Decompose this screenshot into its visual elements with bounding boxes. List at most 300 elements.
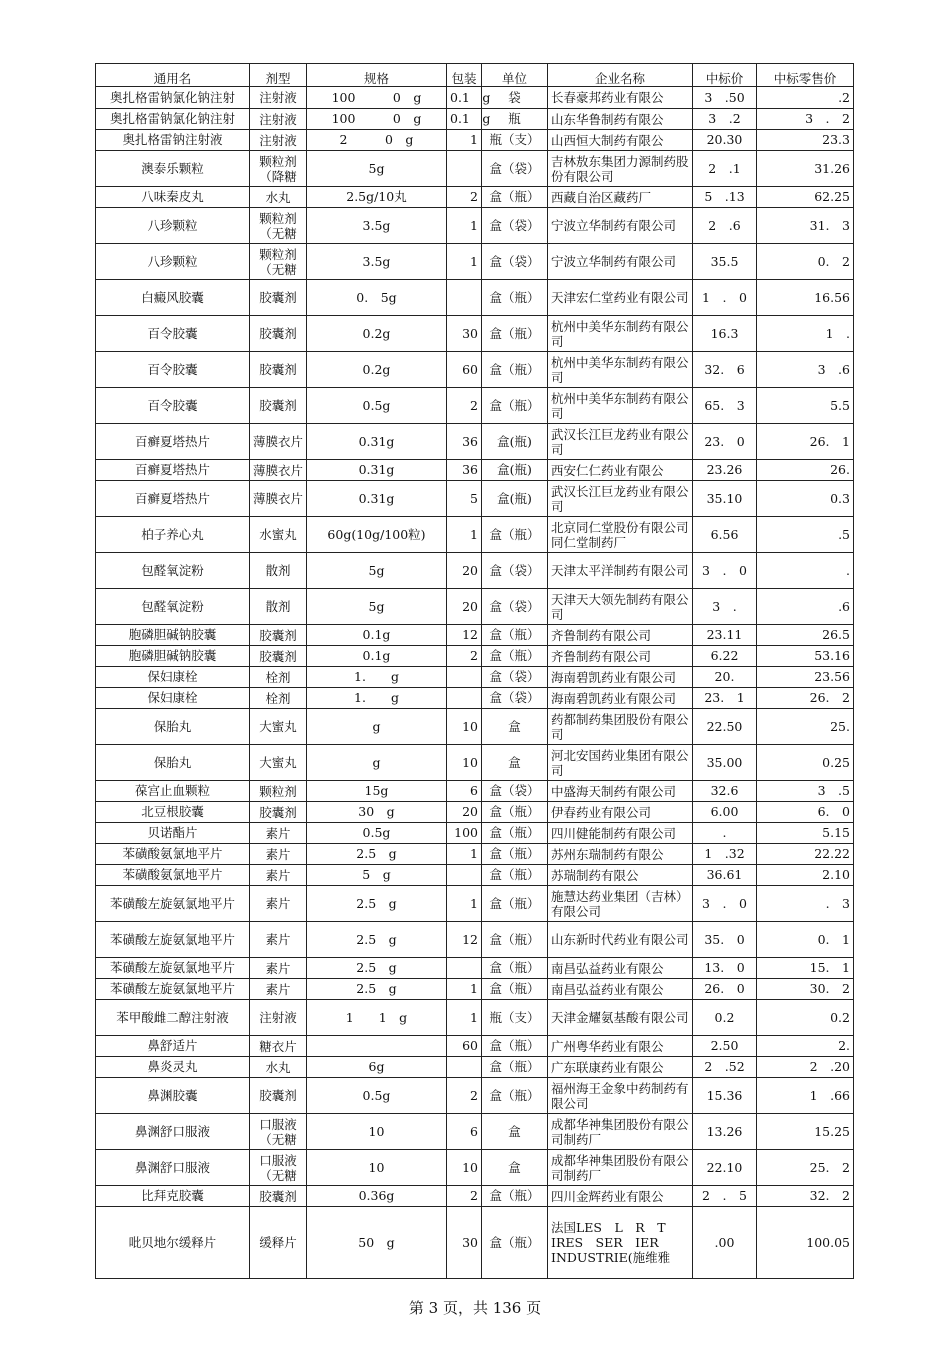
table-row xyxy=(96,625,854,646)
cell-generic-name: 百令胶囊 xyxy=(96,352,250,388)
cell-unit: 盒（瓶） xyxy=(482,1078,548,1114)
cell-retail-price: 15. 1 xyxy=(757,958,854,979)
cell-dosage-form: 胶囊剂 xyxy=(250,316,307,352)
cell-bid-price: 2 .52 xyxy=(693,1057,757,1078)
cell-package: 0.1 g xyxy=(447,109,482,130)
cell-unit: 盒（瓶） xyxy=(482,1207,548,1279)
cell-package: 2 xyxy=(447,187,482,208)
header-specification: 规格 xyxy=(307,64,447,87)
cell-generic-name: 鼻渊舒口服液 xyxy=(96,1114,250,1150)
cell-company: 宁波立华制药有限公司 xyxy=(548,208,693,244)
table-row xyxy=(96,130,854,151)
cell-retail-price: 26. xyxy=(757,460,854,481)
table-row xyxy=(96,1000,854,1036)
table-row xyxy=(96,688,854,709)
table-header-row xyxy=(96,64,854,87)
cell-dosage-form: 胶囊剂 xyxy=(250,388,307,424)
cell-unit: 盒 xyxy=(482,1150,548,1186)
table-row xyxy=(96,460,854,481)
cell-bid-price: 35.10 xyxy=(693,481,757,517)
cell-generic-name: 奥扎格雷钠氯化钠注射 xyxy=(96,109,250,130)
cell-dosage-form: 注射液 xyxy=(250,87,307,109)
cell-package: 30 xyxy=(447,1207,482,1279)
cell-unit: 盒（袋） xyxy=(482,151,548,187)
cell-dosage-form: 注射液 xyxy=(250,130,307,151)
cell-package: 60 xyxy=(447,1036,482,1057)
cell-company: 北京同仁堂股份有限公司同仁堂制药厂 xyxy=(548,517,693,553)
cell-company: 苏州东瑞制药有限公 xyxy=(548,844,693,865)
cell-company: 西安仁仁药业有限公 xyxy=(548,460,693,481)
cell-retail-price: 31.26 xyxy=(757,151,854,187)
cell-package: 2 xyxy=(447,1186,482,1207)
cell-unit: 盒（瓶） xyxy=(482,1057,548,1078)
cell-package xyxy=(447,1057,482,1078)
cell-dosage-form: 水丸 xyxy=(250,187,307,208)
cell-retail-price: 16.56 xyxy=(757,280,854,316)
cell-dosage-form: 大蜜丸 xyxy=(250,709,307,745)
cell-retail-price: 0.25 xyxy=(757,745,854,781)
cell-retail-price: .2 xyxy=(757,87,854,109)
cell-specification xyxy=(307,1036,447,1057)
cell-retail-price: 3 . 2 xyxy=(757,109,854,130)
cell-specification: 2.5 g xyxy=(307,958,447,979)
cell-retail-price: 26. 1 xyxy=(757,424,854,460)
cell-unit: 盒（瓶） xyxy=(482,979,548,1000)
cell-specification: 0.5g xyxy=(307,823,447,844)
cell-dosage-form: 素片 xyxy=(250,823,307,844)
cell-specification: 5g xyxy=(307,553,447,589)
cell-bid-price: 20. xyxy=(693,667,757,688)
cell-company: 杭州中美华东制药有限公司 xyxy=(548,388,693,424)
cell-retail-price: 6. 0 xyxy=(757,802,854,823)
cell-generic-name: 贝诺酯片 xyxy=(96,823,250,844)
table-row xyxy=(96,553,854,589)
cell-specification: 10 xyxy=(307,1114,447,1150)
cell-package: 1 xyxy=(447,1000,482,1036)
cell-dosage-form: 水蜜丸 xyxy=(250,517,307,553)
cell-dosage-form: 胶囊剂 xyxy=(250,646,307,667)
cell-generic-name: 八珍颗粒 xyxy=(96,208,250,244)
cell-package: 5 xyxy=(447,481,482,517)
cell-generic-name: 北豆根胶囊 xyxy=(96,802,250,823)
cell-unit: 盒（瓶） xyxy=(482,1186,548,1207)
cell-specification: 5g xyxy=(307,151,447,187)
cell-unit: 盒（瓶） xyxy=(482,958,548,979)
cell-company: 四川金辉药业有限公 xyxy=(548,1186,693,1207)
cell-unit: 瓶 xyxy=(482,109,548,130)
cell-bid-price: 13.26 xyxy=(693,1114,757,1150)
cell-bid-price: 23.11 xyxy=(693,625,757,646)
cell-retail-price: 3 .6 xyxy=(757,352,854,388)
cell-specification: g xyxy=(307,709,447,745)
cell-generic-name: 苯磺酸氨氯地平片 xyxy=(96,865,250,886)
table-row xyxy=(96,388,854,424)
cell-generic-name: 柏子养心丸 xyxy=(96,517,250,553)
cell-specification: 5g xyxy=(307,589,447,625)
cell-generic-name: 鼻渊胶囊 xyxy=(96,1078,250,1114)
cell-generic-name: 胞磷胆碱钠胶囊 xyxy=(96,625,250,646)
cell-package: 1 xyxy=(447,844,482,865)
cell-dosage-form: 注射液 xyxy=(250,1000,307,1036)
cell-specification: 10 xyxy=(307,1150,447,1186)
cell-generic-name: 奥扎格雷钠氯化钠注射 xyxy=(96,87,250,109)
cell-company: 海南碧凯药业有限公司 xyxy=(548,688,693,709)
cell-company: 福州海王金象中药制药有限公司 xyxy=(548,1078,693,1114)
cell-specification: 15g xyxy=(307,781,447,802)
cell-unit: 盒（瓶） xyxy=(482,280,548,316)
table-row xyxy=(96,424,854,460)
cell-retail-price: 25. xyxy=(757,709,854,745)
cell-package: 36 xyxy=(447,424,482,460)
cell-specification: 2.5 g xyxy=(307,922,447,958)
cell-dosage-form: 栓剂 xyxy=(250,667,307,688)
cell-unit: 盒（瓶） xyxy=(482,886,548,922)
cell-generic-name: 苯磺酸左旋氨氯地平片 xyxy=(96,979,250,1000)
cell-package: 12 xyxy=(447,922,482,958)
table-row xyxy=(96,280,854,316)
cell-company: 河北安国药业集团有限公司 xyxy=(548,745,693,781)
cell-company: 成都华神集团股份有限公司制药厂 xyxy=(548,1150,693,1186)
cell-bid-price: 23. 1 xyxy=(693,688,757,709)
cell-package: 10 xyxy=(447,745,482,781)
cell-retail-price: 32. 2 xyxy=(757,1186,854,1207)
cell-unit: 盒（瓶） xyxy=(482,1036,548,1057)
table-row xyxy=(96,823,854,844)
cell-unit: 盒（瓶） xyxy=(482,517,548,553)
cell-retail-price: 26.5 xyxy=(757,625,854,646)
table-row xyxy=(96,886,854,922)
cell-retail-price: 5.5 xyxy=(757,388,854,424)
cell-company: 苏瑞制药有限公 xyxy=(548,865,693,886)
cell-dosage-form: 颗粒剂（降糖 xyxy=(250,151,307,187)
cell-dosage-form: 大蜜丸 xyxy=(250,745,307,781)
cell-dosage-form: 素片 xyxy=(250,979,307,1000)
cell-company: 山东华鲁制药有限公 xyxy=(548,109,693,130)
cell-company: 广东联康药业有限公 xyxy=(548,1057,693,1078)
cell-generic-name: 保胎丸 xyxy=(96,709,250,745)
cell-retail-price: .6 xyxy=(757,589,854,625)
cell-bid-price: 23. 0 xyxy=(693,424,757,460)
cell-bid-price: 1 . 0 xyxy=(693,280,757,316)
cell-package: 30 xyxy=(447,316,482,352)
cell-dosage-form: 素片 xyxy=(250,844,307,865)
cell-generic-name: 保妇康栓 xyxy=(96,688,250,709)
cell-dosage-form: 栓剂 xyxy=(250,688,307,709)
cell-generic-name: 百癣夏塔热片 xyxy=(96,424,250,460)
cell-package xyxy=(447,958,482,979)
table-row xyxy=(96,187,854,208)
header-unit: 单位 xyxy=(482,64,548,87)
cell-company: 南昌弘益药业有限公 xyxy=(548,958,693,979)
cell-company: 法国LES L R T IRES SER IER INDUSTRIE(施维雅 xyxy=(548,1207,693,1279)
cell-bid-price: 35. 0 xyxy=(693,922,757,958)
cell-unit: 盒(瓶) xyxy=(482,424,548,460)
cell-dosage-form: 薄膜衣片 xyxy=(250,424,307,460)
cell-bid-price: 26. 0 xyxy=(693,979,757,1000)
cell-generic-name: 八味秦皮丸 xyxy=(96,187,250,208)
cell-unit: 盒（瓶） xyxy=(482,316,548,352)
cell-dosage-form: 胶囊剂 xyxy=(250,802,307,823)
cell-specification: 60g(10g/100粒) xyxy=(307,517,447,553)
cell-company: 山西恒大制药有限公 xyxy=(548,130,693,151)
cell-specification: g xyxy=(307,745,447,781)
cell-unit: 盒（瓶） xyxy=(482,865,548,886)
table-row xyxy=(96,1057,854,1078)
cell-unit: 盒（袋） xyxy=(482,688,548,709)
cell-package: 1 xyxy=(447,130,482,151)
cell-specification: 2.5 g xyxy=(307,844,447,865)
cell-bid-price: 22.50 xyxy=(693,709,757,745)
cell-generic-name: 百令胶囊 xyxy=(96,316,250,352)
cell-unit: 盒 xyxy=(482,1114,548,1150)
cell-unit: 盒（袋） xyxy=(482,781,548,802)
cell-bid-price: 65. 3 xyxy=(693,388,757,424)
cell-generic-name: 百癣夏塔热片 xyxy=(96,460,250,481)
cell-company: 齐鲁制药有限公司 xyxy=(548,625,693,646)
cell-bid-price: 6.00 xyxy=(693,802,757,823)
cell-specification: 100 0 g xyxy=(307,87,447,109)
cell-unit: 盒（袋） xyxy=(482,667,548,688)
cell-package xyxy=(447,151,482,187)
cell-dosage-form: 缓释片 xyxy=(250,1207,307,1279)
table-row xyxy=(96,802,854,823)
cell-retail-price: 23.3 xyxy=(757,130,854,151)
table-row xyxy=(96,316,854,352)
cell-generic-name: 包醛氧淀粉 xyxy=(96,553,250,589)
cell-package: 2 xyxy=(447,646,482,667)
cell-dosage-form: 水丸 xyxy=(250,1057,307,1078)
cell-company: 天津宏仁堂药业有限公司 xyxy=(548,280,693,316)
cell-specification: 2.5g/10丸 xyxy=(307,187,447,208)
cell-specification: 2 0 g xyxy=(307,130,447,151)
cell-bid-price: 3 .2 xyxy=(693,109,757,130)
cell-package: 1 xyxy=(447,244,482,280)
table-row xyxy=(96,979,854,1000)
cell-generic-name: 胞磷胆碱钠胶囊 xyxy=(96,646,250,667)
cell-bid-price: 1 .32 xyxy=(693,844,757,865)
table-row xyxy=(96,1078,854,1114)
table-row xyxy=(96,922,854,958)
cell-company: 施慧达药业集团（吉林）有限公司 xyxy=(548,886,693,922)
cell-specification: 0.31g xyxy=(307,460,447,481)
cell-retail-price: . 3 xyxy=(757,886,854,922)
cell-unit: 盒(瓶) xyxy=(482,460,548,481)
cell-generic-name: 苯磺酸氨氯地平片 xyxy=(96,844,250,865)
cell-retail-price: 0.3 xyxy=(757,481,854,517)
cell-unit: 盒（袋） xyxy=(482,208,548,244)
cell-bid-price: 15.36 xyxy=(693,1078,757,1114)
table-row xyxy=(96,517,854,553)
header-retail-price: 中标零售价 xyxy=(757,64,854,87)
cell-dosage-form: 注射液 xyxy=(250,109,307,130)
cell-unit: 盒（袋） xyxy=(482,244,548,280)
cell-retail-price: 2 .20 xyxy=(757,1057,854,1078)
cell-unit: 盒（瓶） xyxy=(482,844,548,865)
cell-bid-price: 22.10 xyxy=(693,1150,757,1186)
cell-retail-price: 3 .5 xyxy=(757,781,854,802)
cell-company: 海南碧凯药业有限公司 xyxy=(548,667,693,688)
table-row xyxy=(96,781,854,802)
cell-package xyxy=(447,667,482,688)
cell-dosage-form: 胶囊剂 xyxy=(250,625,307,646)
cell-generic-name: 百令胶囊 xyxy=(96,388,250,424)
cell-bid-price: 35.00 xyxy=(693,745,757,781)
cell-bid-price: 0.2 xyxy=(693,1000,757,1036)
cell-generic-name: 苯磺酸左旋氨氯地平片 xyxy=(96,958,250,979)
table-row xyxy=(96,589,854,625)
cell-dosage-form: 胶囊剂 xyxy=(250,1078,307,1114)
cell-company: 天津天大领先制药有限公司 xyxy=(548,589,693,625)
cell-specification: 0.5g xyxy=(307,388,447,424)
cell-unit: 盒(瓶) xyxy=(482,481,548,517)
cell-package: 1 xyxy=(447,886,482,922)
cell-company: 广州粤华药业有限公 xyxy=(548,1036,693,1057)
cell-company: 天津太平洋制药有限公司 xyxy=(548,553,693,589)
cell-bid-price: 3 . xyxy=(693,589,757,625)
table-row xyxy=(96,958,854,979)
cell-dosage-form: 胶囊剂 xyxy=(250,352,307,388)
cell-generic-name: 鼻舒适片 xyxy=(96,1036,250,1057)
cell-unit: 盒（袋） xyxy=(482,589,548,625)
cell-retail-price: . xyxy=(757,553,854,589)
cell-dosage-form: 颗粒剂 xyxy=(250,781,307,802)
cell-bid-price: 5 .13 xyxy=(693,187,757,208)
cell-dosage-form: 素片 xyxy=(250,922,307,958)
cell-specification: 0.31g xyxy=(307,424,447,460)
cell-generic-name: 比拜克胶囊 xyxy=(96,1186,250,1207)
cell-bid-price: 6.22 xyxy=(693,646,757,667)
cell-specification: 0.1g xyxy=(307,646,447,667)
cell-bid-price: 3 . 0 xyxy=(693,886,757,922)
table-row xyxy=(96,109,854,130)
cell-package: 6 xyxy=(447,781,482,802)
cell-generic-name: 包醛氧淀粉 xyxy=(96,589,250,625)
cell-package: 20 xyxy=(447,553,482,589)
cell-package: 1 xyxy=(447,208,482,244)
table-row xyxy=(96,151,854,187)
header-generic-name: 通用名 xyxy=(96,64,250,87)
cell-generic-name: 苯甲酸雌二醇注射液 xyxy=(96,1000,250,1036)
cell-package: 10 xyxy=(447,1150,482,1186)
cell-package: 36 xyxy=(447,460,482,481)
cell-unit: 盒（瓶） xyxy=(482,352,548,388)
cell-generic-name: 苯磺酸左旋氨氯地平片 xyxy=(96,922,250,958)
cell-package: 6 xyxy=(447,1114,482,1150)
drug-price-table xyxy=(95,63,854,1279)
table-row xyxy=(96,1186,854,1207)
cell-bid-price: 32.6 xyxy=(693,781,757,802)
cell-package xyxy=(447,688,482,709)
cell-specification: 100 0 g xyxy=(307,109,447,130)
table-body xyxy=(96,87,854,1279)
cell-company: 西藏自治区藏药厂 xyxy=(548,187,693,208)
cell-package: 10 xyxy=(447,709,482,745)
cell-unit: 盒（瓶） xyxy=(482,802,548,823)
cell-specification: 0.31g xyxy=(307,481,447,517)
cell-retail-price: 22.22 xyxy=(757,844,854,865)
header-dosage-form: 剂型 xyxy=(250,64,307,87)
cell-bid-price: 16.3 xyxy=(693,316,757,352)
cell-unit: 盒（瓶） xyxy=(482,823,548,844)
cell-unit: 盒（瓶） xyxy=(482,922,548,958)
cell-company: 中盛海天制药有限公司 xyxy=(548,781,693,802)
cell-generic-name: 澳泰乐颗粒 xyxy=(96,151,250,187)
cell-specification: 50 g xyxy=(307,1207,447,1279)
cell-bid-price: 2 .6 xyxy=(693,208,757,244)
cell-unit: 盒（袋） xyxy=(482,553,548,589)
cell-specification: 0.5g xyxy=(307,1078,447,1114)
cell-package: 2 xyxy=(447,1078,482,1114)
cell-package: 20 xyxy=(447,802,482,823)
cell-package: 12 xyxy=(447,625,482,646)
cell-dosage-form: 素片 xyxy=(250,958,307,979)
cell-bid-price: 35.5 xyxy=(693,244,757,280)
cell-company: 武汉长江巨龙药业有限公司 xyxy=(548,424,693,460)
table-row xyxy=(96,646,854,667)
cell-package: 100 xyxy=(447,823,482,844)
cell-dosage-form: 颗粒剂（无糖 xyxy=(250,244,307,280)
header-company: 企业名称 xyxy=(548,64,693,87)
cell-retail-price: 2. xyxy=(757,1036,854,1057)
cell-retail-price: 30. 2 xyxy=(757,979,854,1000)
cell-specification: 0.2g xyxy=(307,316,447,352)
cell-package: 0.1 g xyxy=(447,87,482,109)
cell-dosage-form: 糖衣片 xyxy=(250,1036,307,1057)
cell-retail-price: 53.16 xyxy=(757,646,854,667)
cell-retail-price: 62.25 xyxy=(757,187,854,208)
cell-specification: 2.5 g xyxy=(307,886,447,922)
cell-company: 杭州中美华东制药有限公司 xyxy=(548,352,693,388)
cell-specification: 1. g xyxy=(307,667,447,688)
cell-company: 齐鲁制药有限公司 xyxy=(548,646,693,667)
cell-package: 20 xyxy=(447,589,482,625)
cell-generic-name: 保妇康栓 xyxy=(96,667,250,688)
cell-unit: 袋 xyxy=(482,87,548,109)
cell-bid-price: 2 . 5 xyxy=(693,1186,757,1207)
cell-company: 四川健能制药有限公司 xyxy=(548,823,693,844)
cell-specification: 0.36g xyxy=(307,1186,447,1207)
cell-bid-price: . xyxy=(693,823,757,844)
cell-retail-price: 15.25 xyxy=(757,1114,854,1150)
table-row xyxy=(96,1114,854,1150)
cell-package: 2 xyxy=(447,388,482,424)
table-row xyxy=(96,87,854,109)
cell-bid-price: 6.56 xyxy=(693,517,757,553)
cell-generic-name: 鼻渊舒口服液 xyxy=(96,1150,250,1186)
table-row xyxy=(96,667,854,688)
table-row xyxy=(96,1150,854,1186)
table-row xyxy=(96,244,854,280)
cell-generic-name: 白癜风胶囊 xyxy=(96,280,250,316)
cell-specification: 3.5g xyxy=(307,244,447,280)
cell-unit: 盒 xyxy=(482,709,548,745)
cell-company: 吉林敖东集团力源制药股份有限公司 xyxy=(548,151,693,187)
cell-package xyxy=(447,865,482,886)
cell-dosage-form: 口服液（无糖 xyxy=(250,1150,307,1186)
cell-company: 南昌弘益药业有限公 xyxy=(548,979,693,1000)
cell-retail-price: 0. 1 xyxy=(757,922,854,958)
cell-specification: 0. 5g xyxy=(307,280,447,316)
cell-package xyxy=(447,280,482,316)
table-row xyxy=(96,352,854,388)
cell-dosage-form: 散剂 xyxy=(250,553,307,589)
cell-generic-name: 保胎丸 xyxy=(96,745,250,781)
cell-unit: 盒 xyxy=(482,745,548,781)
cell-dosage-form: 素片 xyxy=(250,865,307,886)
cell-company: 天津金耀氨基酸有限公司 xyxy=(548,1000,693,1036)
cell-bid-price: 3 .50 xyxy=(693,87,757,109)
cell-retail-price: .5 xyxy=(757,517,854,553)
